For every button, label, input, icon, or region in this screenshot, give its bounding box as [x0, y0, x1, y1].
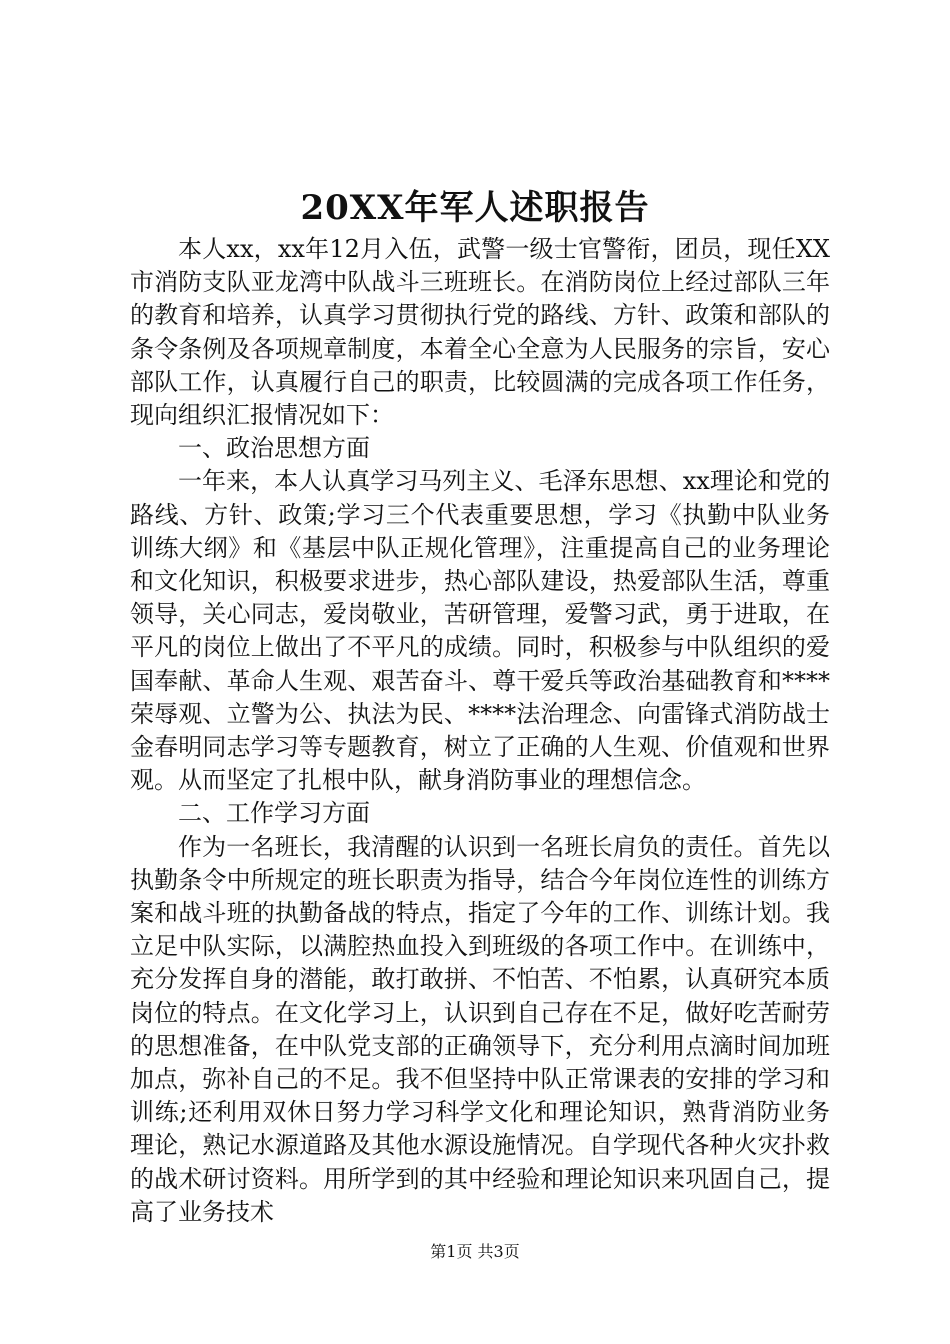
paragraph-work-study: 作为一名班长，我清醒的认识到一名班长肩负的责任。首先以执勤条令中所规定的班长职责为指导，结合今年岗位连性的训练方案和战斗班的执勤备战的特点，指定了今年的工作、训练计划。我立足中队实际，以满腔热血投入到班级的各项工作中。在训练中，充分发挥自身的潜能，敢打敢拼、不怕苦、不怕累，认真研究本质岗位的特点。在文化学习上，认识到自己存在不足，做好吃苦耐劳的思想准备，在中队党支部的正确领导下，充分利用点滴时间加班加点，弥补自己的不足。我不但坚持中队正常课表的安排的学习和训练;还利用双休日努力学习科学文化和理论知识，熟背消防业务理论，熟记水源道路及其他水源设施情况。自学现代各种火灾扑救的战术研讨资料。用所学到的其中经验和理论知识来巩固自己，提高了业务技术 — [130, 832, 830, 1226]
page-footer: 第1页 共3页 — [430, 1242, 520, 1261]
paragraph-intro: 本人xx，xx年12月入伍，武警一级士官警衔，团员，现任XX市消防支队亚龙湾中队战斗三班班长。在消防岗位上经过部队三年的教育和培养，认真学习贯彻执行党的路线、方针、政策和部队的条令条例及各项规章制度，本着全心全意为人民服务的宗旨，安心部队工作，认真履行自己的职责，比较圆满的完成各项工作任务，现向组织汇报情况如下： — [130, 235, 830, 430]
section-heading-political: 一、政治思想方面 — [178, 434, 370, 463]
section-heading-work-study: 二、工作学习方面 — [178, 799, 370, 828]
document-body — [130, 233, 830, 1229]
paragraph-political: 一年来，本人认真学习马列主义、毛泽东思想、xx理论和党的路线、方针、政策;学习三个代表重要思想，学习《执勤中队业务训练大纲》和《基层中队正规化管理》，注重提高自己的业务理论和文化知识，积极要求进步，热心部队建设，热爱部队生活，尊重领导，关心同志，爱岗敬业，苦研管理，爱警习武，勇于进取，在平凡的岗位上做出了不平凡的成绩。同时，积极参与中队组织的爱国奉献、革命人生观、艰苦奋斗、尊干爱兵等政治基础教育和****荣辱观、立警为公、执法为民、****法治理念、向雷锋式消防战士金春明同志学习等专题教育，树立了正确的人生观、价值观和世界观。从而坚定了扎根中队，献身消防事业的理想信念。 — [130, 467, 830, 795]
document-title: 20XX年军人述职报告 — [300, 188, 650, 228]
